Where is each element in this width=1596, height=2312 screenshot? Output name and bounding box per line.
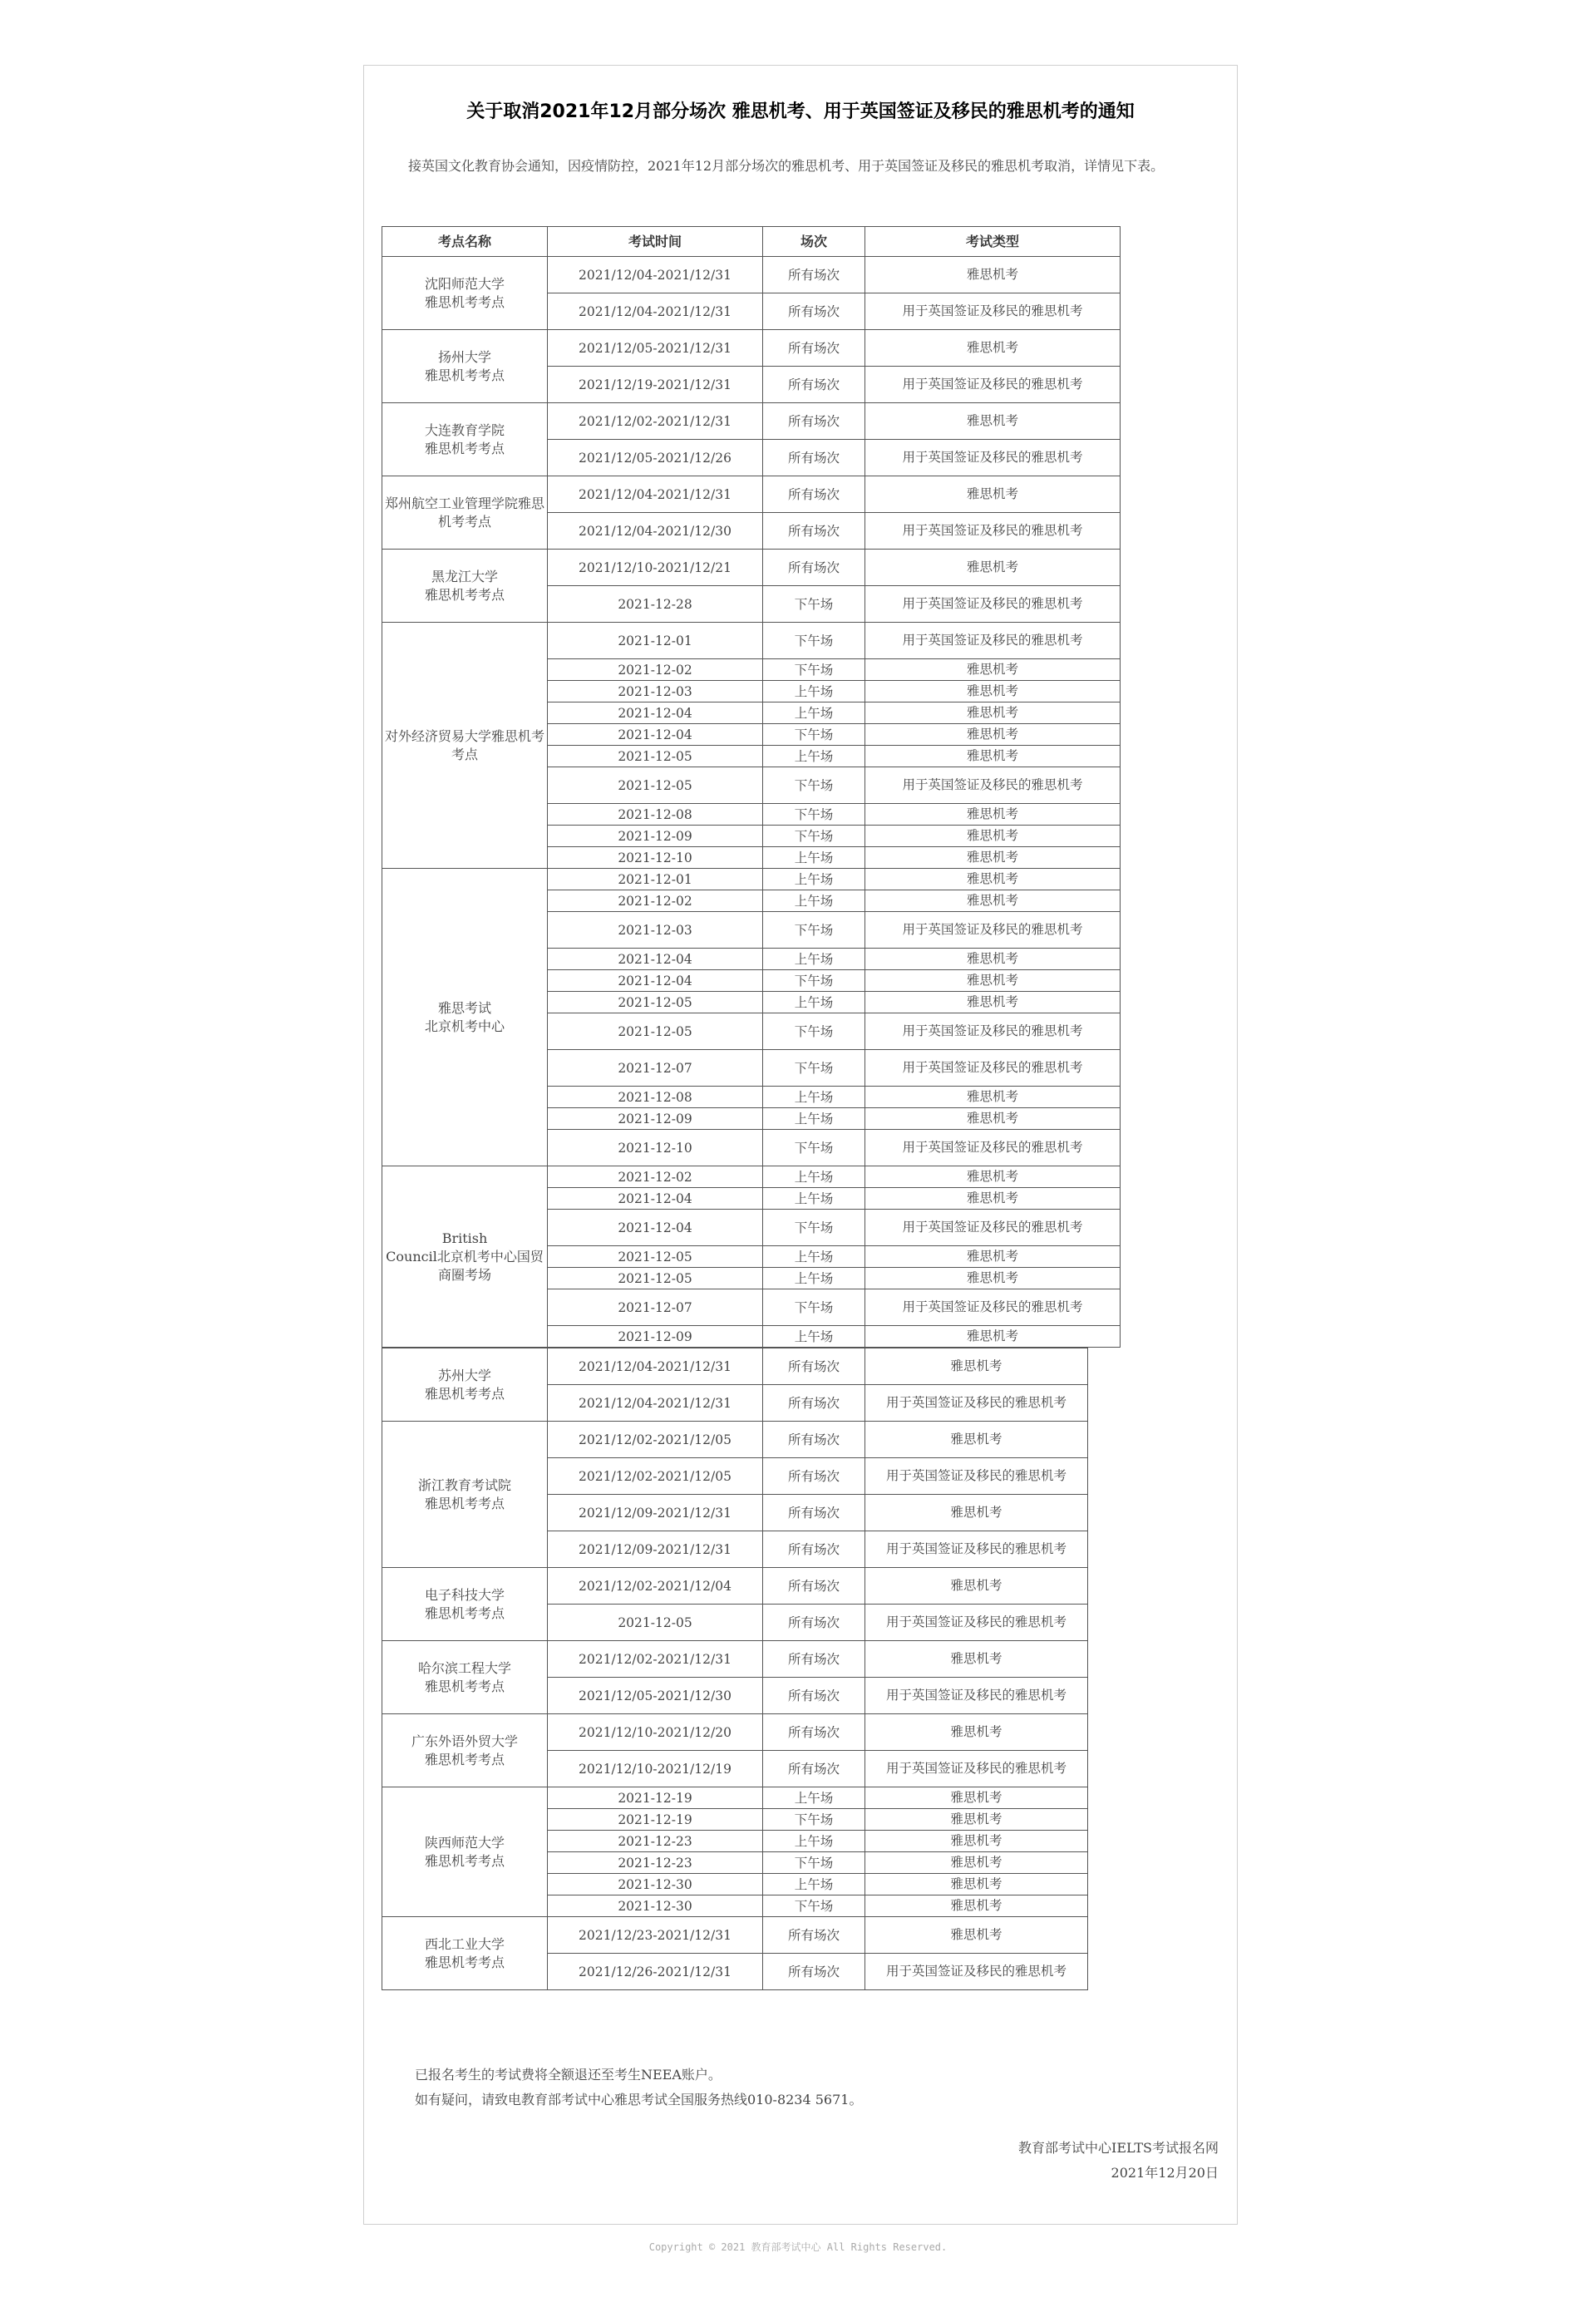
date-cell: 2021-12-01 [548,623,763,659]
notice-title: 关于取消2021年12月部分场次 雅思机考、用于英国签证及移民的雅思机考的通知 [466,101,1135,122]
type-cell: 雅思机考 [865,702,1121,724]
session-cell: 上午场 [763,1268,865,1289]
type-cell: 用于英国签证及移民的雅思机考 [865,1605,1088,1641]
session-cell: 上午场 [763,702,865,724]
date-cell: 2021/12/02-2021/12/31 [548,1641,763,1678]
date-cell: 2021-12-08 [548,804,763,826]
date-cell: 2021-12-02 [548,1166,763,1188]
site-name-cell: 广东外语外贸大学 雅思机考考点 [382,1714,548,1787]
type-cell: 雅思机考 [865,890,1121,912]
session-cell: 上午场 [763,890,865,912]
type-cell: 雅思机考 [865,476,1121,513]
date-cell: 2021/12/02-2021/12/31 [548,403,763,440]
session-cell: 下午场 [763,1130,865,1166]
table-row [382,403,1121,440]
site-name-cell: 电子科技大学 雅思机考考点 [382,1568,548,1641]
type-cell: 雅思机考 [865,681,1121,702]
date-cell: 2021/12/04-2021/12/31 [548,293,763,330]
date-cell: 2021-12-05 [548,1268,763,1289]
date-cell: 2021/12/05-2021/12/30 [548,1678,763,1714]
date-cell: 2021/12/09-2021/12/31 [548,1531,763,1568]
date-cell: 2021-12-10 [548,847,763,869]
session-cell: 上午场 [763,1166,865,1188]
type-cell: 雅思机考 [865,1641,1088,1678]
session-cell: 所有场次 [763,550,865,586]
type-cell: 雅思机考 [865,1495,1088,1531]
session-cell: 下午场 [763,1895,865,1917]
date-cell: 2021/12/04-2021/12/31 [548,1385,763,1422]
type-cell: 用于英国签证及移民的雅思机考 [865,1751,1088,1787]
contact-note: 如有疑问，请致电教育部考试中心雅思考试全国服务热线010-8234 5671。 [415,2092,863,2107]
session-cell: 所有场次 [763,257,865,293]
session-cell: 下午场 [763,912,865,949]
session-cell: 所有场次 [763,1385,865,1422]
session-cell: 上午场 [763,992,865,1013]
type-cell: 用于英国签证及移民的雅思机考 [865,1013,1121,1050]
type-cell: 雅思机考 [865,1246,1121,1268]
site-name-cell: 郑州航空工业管理学院雅思机考考点 [382,476,548,550]
type-cell: 用于英国签证及移民的雅思机考 [865,513,1121,550]
date-cell: 2021-12-02 [548,890,763,912]
type-cell: 用于英国签证及移民的雅思机考 [865,623,1121,659]
session-cell: 所有场次 [763,1495,865,1531]
table-row [382,257,1121,293]
site-name-cell: 大连教育学院 雅思机考考点 [382,403,548,476]
type-cell: 用于英国签证及移民的雅思机考 [865,586,1121,623]
site-name-cell: 浙江教育考试院 雅思机考考点 [382,1422,548,1568]
type-cell: 雅思机考 [865,1166,1121,1188]
session-cell: 下午场 [763,1210,865,1246]
date-cell: 2021/12/04-2021/12/31 [548,1348,763,1385]
table-row [382,1348,1088,1385]
session-cell: 上午场 [763,1787,865,1809]
site-name-cell: 黑龙江大学 雅思机考考点 [382,550,548,623]
date-cell: 2021/12/10-2021/12/20 [548,1714,763,1751]
date-cell: 2021/12/10-2021/12/21 [548,550,763,586]
type-cell: 雅思机考 [865,724,1121,746]
table-row [382,1787,1088,1809]
cancellation-table-1 [382,226,1121,1348]
type-cell: 雅思机考 [865,847,1121,869]
signature-org: 教育部考试中心IELTS考试报名网 [1018,2140,1219,2156]
type-cell: 雅思机考 [865,970,1121,992]
session-cell: 上午场 [763,1108,865,1130]
type-cell: 雅思机考 [865,1348,1088,1385]
session-cell: 上午场 [763,681,865,702]
session-cell: 所有场次 [763,330,865,367]
intro-paragraph: 接英国文化教育协会通知，因疫情防控，2021年12月部分场次的雅思机考、用于英国签证及移民的雅思机考取消，详情见下表。 [408,158,1165,174]
session-cell: 下午场 [763,1050,865,1087]
cancellation-table-2 [382,1348,1088,1990]
site-name-cell: 哈尔滨工程大学 雅思机考考点 [382,1641,548,1714]
session-cell: 所有场次 [763,1458,865,1495]
table-row [382,330,1121,367]
session-cell: 所有场次 [763,1751,865,1787]
date-cell: 2021-12-03 [548,912,763,949]
type-cell: 用于英国签证及移民的雅思机考 [865,1458,1088,1495]
session-cell: 下午场 [763,659,865,681]
session-cell: 所有场次 [763,440,865,476]
session-cell: 所有场次 [763,1531,865,1568]
date-cell: 2021-12-05 [548,1246,763,1268]
type-cell: 用于英国签证及移民的雅思机考 [865,1210,1121,1246]
session-cell: 上午场 [763,1831,865,1852]
type-cell: 雅思机考 [865,403,1121,440]
date-cell: 2021-12-05 [548,1605,763,1641]
cancellation-tables [382,226,1121,1990]
type-cell: 用于英国签证及移民的雅思机考 [865,912,1121,949]
type-cell: 雅思机考 [865,257,1121,293]
date-cell: 2021-12-02 [548,659,763,681]
type-cell: 雅思机考 [865,1268,1121,1289]
site-name-cell: British Council北京机考中心国贸商圈考场 [382,1166,548,1348]
session-cell: 所有场次 [763,293,865,330]
date-cell: 2021-12-28 [548,586,763,623]
site-name-cell: 西北工业大学 雅思机考考点 [382,1917,548,1990]
date-cell: 2021-12-19 [548,1787,763,1809]
table-header-row [382,227,1121,257]
site-name-cell: 陕西师范大学 雅思机考考点 [382,1787,548,1917]
table-row [382,1714,1088,1751]
type-cell: 雅思机考 [865,869,1121,890]
type-cell: 雅思机考 [865,330,1121,367]
table-row [382,1422,1088,1458]
session-cell: 上午场 [763,1874,865,1895]
table-row [382,1917,1088,1954]
session-cell: 所有场次 [763,1954,865,1990]
type-cell: 雅思机考 [865,550,1121,586]
type-cell: 雅思机考 [865,746,1121,767]
type-cell: 雅思机考 [865,992,1121,1013]
header-date: 考试时间 [548,227,763,257]
notice-document [363,65,1238,2225]
header-site: 考点名称 [382,227,548,257]
type-cell: 雅思机考 [865,1568,1088,1605]
table-row [382,623,1121,659]
date-cell: 2021/12/10-2021/12/19 [548,1751,763,1787]
type-cell: 雅思机考 [865,1874,1088,1895]
date-cell: 2021-12-23 [548,1831,763,1852]
date-cell: 2021-12-07 [548,1050,763,1087]
date-cell: 2021-12-04 [548,970,763,992]
type-cell: 雅思机考 [865,1422,1088,1458]
date-cell: 2021-12-05 [548,1013,763,1050]
table-row [382,476,1121,513]
type-cell: 用于英国签证及移民的雅思机考 [865,293,1121,330]
date-cell: 2021-12-30 [548,1874,763,1895]
type-cell: 雅思机考 [865,826,1121,847]
type-cell: 用于英国签证及移民的雅思机考 [865,367,1121,403]
date-cell: 2021-12-04 [548,1188,763,1210]
type-cell: 雅思机考 [865,1831,1088,1852]
refund-note: 已报名考生的考试费将全额退还至考生NEEA账户。 [415,2067,722,2083]
date-cell: 2021-12-19 [548,1809,763,1831]
type-cell: 用于英国签证及移民的雅思机考 [865,1678,1088,1714]
session-cell: 上午场 [763,869,865,890]
session-cell: 所有场次 [763,1641,865,1678]
date-cell: 2021-12-30 [548,1895,763,1917]
site-name-cell: 扬州大学 雅思机考考点 [382,330,548,403]
date-cell: 2021-12-09 [548,1108,763,1130]
type-cell: 雅思机考 [865,1108,1121,1130]
date-cell: 2021-12-10 [548,1130,763,1166]
table-row [382,869,1121,890]
type-cell: 用于英国签证及移民的雅思机考 [865,1050,1121,1087]
session-cell: 上午场 [763,746,865,767]
session-cell: 所有场次 [763,1605,865,1641]
date-cell: 2021/12/05-2021/12/31 [548,330,763,367]
type-cell: 雅思机考 [865,1787,1088,1809]
session-cell: 所有场次 [763,1678,865,1714]
type-cell: 雅思机考 [865,949,1121,970]
date-cell: 2021-12-23 [548,1852,763,1874]
session-cell: 下午场 [763,1289,865,1326]
date-cell: 2021/12/04-2021/12/30 [548,513,763,550]
type-cell: 雅思机考 [865,1188,1121,1210]
session-cell: 所有场次 [763,1568,865,1605]
session-cell: 所有场次 [763,1917,865,1954]
type-cell: 用于英国签证及移民的雅思机考 [865,1385,1088,1422]
session-cell: 下午场 [763,1013,865,1050]
session-cell: 所有场次 [763,403,865,440]
header-session: 场次 [763,227,865,257]
session-cell: 上午场 [763,1188,865,1210]
notes [415,2063,862,2112]
session-cell: 上午场 [763,1246,865,1268]
session-cell: 下午场 [763,826,865,847]
date-cell: 2021/12/26-2021/12/31 [548,1954,763,1990]
site-name-cell: 苏州大学 雅思机考考点 [382,1348,548,1422]
date-cell: 2021-12-01 [548,869,763,890]
session-cell: 上午场 [763,1087,865,1108]
session-cell: 所有场次 [763,1714,865,1751]
date-cell: 2021-12-07 [548,1289,763,1326]
date-cell: 2021-12-04 [548,724,763,746]
type-cell: 用于英国签证及移民的雅思机考 [865,1954,1088,1990]
type-cell: 雅思机考 [865,1895,1088,1917]
session-cell: 所有场次 [763,1422,865,1458]
type-cell: 雅思机考 [865,1087,1121,1108]
type-cell: 雅思机考 [865,659,1121,681]
type-cell: 雅思机考 [865,1852,1088,1874]
date-cell: 2021/12/05-2021/12/26 [548,440,763,476]
date-cell: 2021/12/23-2021/12/31 [548,1917,763,1954]
date-cell: 2021-12-08 [548,1087,763,1108]
date-cell: 2021-12-04 [548,1210,763,1246]
signature [1018,2136,1219,2186]
date-cell: 2021/12/02-2021/12/05 [548,1458,763,1495]
session-cell: 上午场 [763,949,865,970]
date-cell: 2021-12-09 [548,1326,763,1348]
date-cell: 2021/12/19-2021/12/31 [548,367,763,403]
type-cell: 雅思机考 [865,804,1121,826]
table-row [382,1641,1088,1678]
date-cell: 2021/12/04-2021/12/31 [548,257,763,293]
type-cell: 雅思机考 [865,1326,1121,1348]
date-cell: 2021-12-05 [548,767,763,804]
session-cell: 所有场次 [763,513,865,550]
session-cell: 下午场 [763,767,865,804]
session-cell: 所有场次 [763,476,865,513]
session-cell: 上午场 [763,1326,865,1348]
session-cell: 下午场 [763,623,865,659]
type-cell: 雅思机考 [865,1714,1088,1751]
type-cell: 用于英国签证及移民的雅思机考 [865,1289,1121,1326]
date-cell: 2021-12-04 [548,949,763,970]
session-cell: 下午场 [763,1809,865,1831]
date-cell: 2021-12-09 [548,826,763,847]
type-cell: 用于英国签证及移民的雅思机考 [865,1531,1088,1568]
session-cell: 下午场 [763,586,865,623]
type-cell: 雅思机考 [865,1917,1088,1954]
session-cell: 下午场 [763,804,865,826]
copyright: Copyright © 2021 教育部考试中心 All Rights Reserved. [648,2241,948,2253]
table-row [382,550,1121,586]
table-row [382,1568,1088,1605]
date-cell: 2021-12-04 [548,702,763,724]
session-cell: 下午场 [763,1852,865,1874]
date-cell: 2021/12/02-2021/12/04 [548,1568,763,1605]
date-cell: 2021-12-03 [548,681,763,702]
session-cell: 所有场次 [763,1348,865,1385]
type-cell: 用于英国签证及移民的雅思机考 [865,440,1121,476]
table-row [382,1166,1121,1188]
site-name-cell: 对外经济贸易大学雅思机考考点 [382,623,548,869]
type-cell: 用于英国签证及移民的雅思机考 [865,767,1121,804]
date-cell: 2021/12/09-2021/12/31 [548,1495,763,1531]
type-cell: 雅思机考 [865,1809,1088,1831]
session-cell: 上午场 [763,847,865,869]
session-cell: 所有场次 [763,367,865,403]
date-cell: 2021-12-05 [548,992,763,1013]
type-cell: 用于英国签证及移民的雅思机考 [865,1130,1121,1166]
site-name-cell: 沈阳师范大学 雅思机考考点 [382,257,548,330]
signature-date: 2021年12月20日 [1111,2165,1219,2181]
date-cell: 2021-12-05 [548,746,763,767]
date-cell: 2021/12/04-2021/12/31 [548,476,763,513]
header-type: 考试类型 [865,227,1121,257]
date-cell: 2021/12/02-2021/12/05 [548,1422,763,1458]
session-cell: 下午场 [763,970,865,992]
site-name-cell: 雅思考试 北京机考中心 [382,869,548,1166]
session-cell: 下午场 [763,724,865,746]
